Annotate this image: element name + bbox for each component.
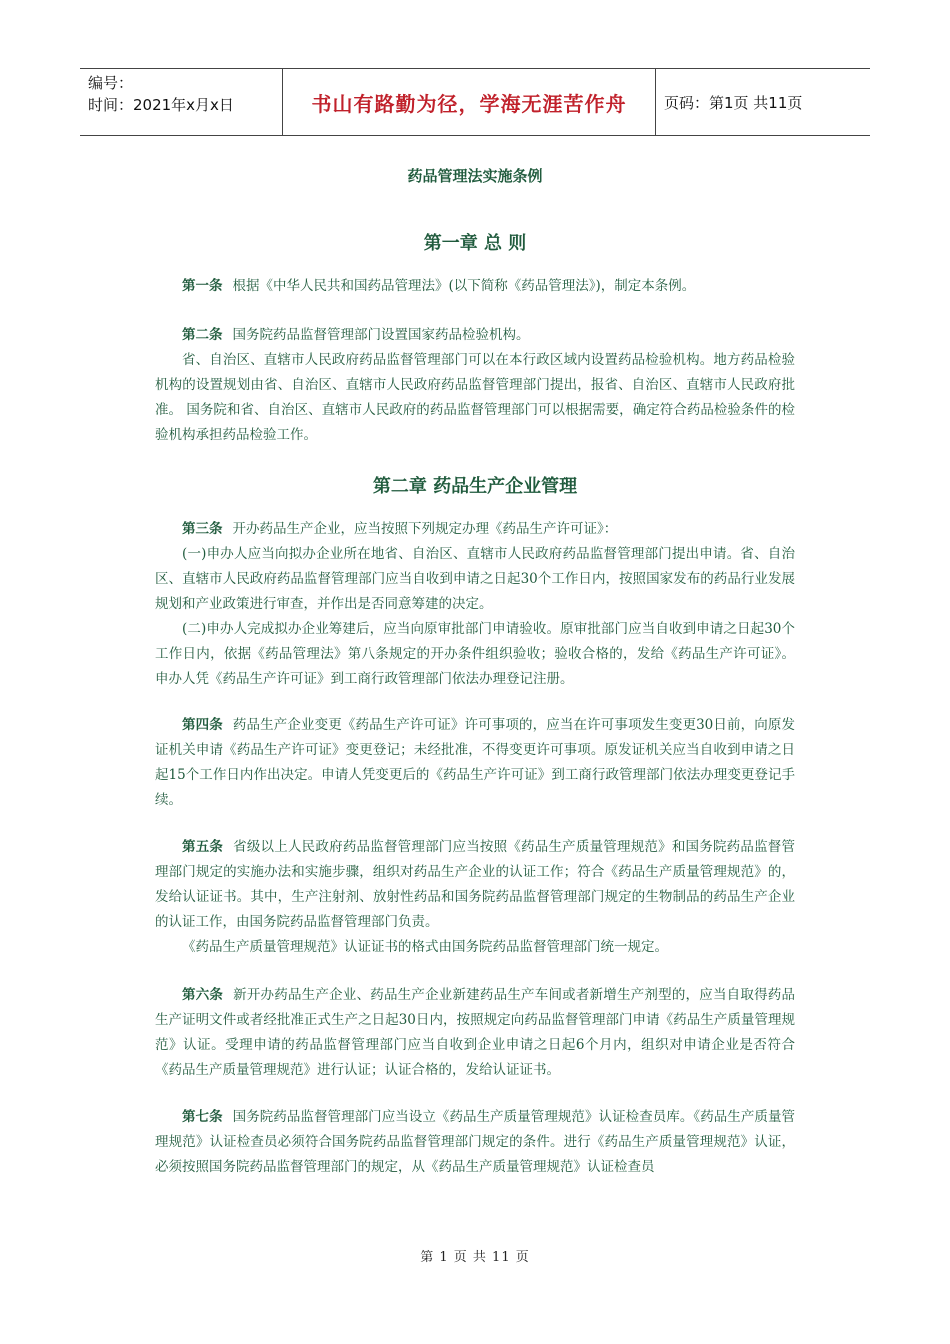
- chapter-1-heading: 第一章 总 则: [423, 233, 527, 254]
- article-3: [155, 517, 795, 692]
- article-number: 第一条: [182, 278, 223, 294]
- article-1: [155, 274, 795, 299]
- article-7: [155, 1105, 795, 1180]
- number-label: 编号：: [88, 74, 134, 92]
- article-text: 省级以上人民政府药品监督管理部门应当按照《药品生产质量管理规范》和国务院药品监督管理部门规定的实施办法和实施步骤，组织对药品生产企业的认证工作；符合《药品生产质量管理规范》的，发给认证证书。其中，生产注射剂、放射性药品和国务院药品监督管理部门规定的生物制品的药品生产企业的认证工作，由国务院药品监督管理部门负责。: [155, 839, 796, 930]
- article-text: 新开办药品生产企业、药品生产企业新建药品生产车间或者新增生产剂型的，应当自取得药品生产证明文件或者经批准正式生产之日起30日内，按照规定向药品监督管理部门申请《药品生产质量管理规范》认证。受理申请的药品监督管理部门应当自收到企业申请之日起6个月内，组织对申请企业是否符合《药品生产质量管理规范》进行认证；认证合格的，发给认证证书。: [155, 987, 796, 1078]
- article-number: 第七条: [182, 1109, 223, 1125]
- article-number: 第五条: [182, 839, 224, 855]
- article-5: [155, 835, 795, 960]
- header-motto: 书山有路勤为径，学海无涯苦作舟: [282, 69, 656, 135]
- article-text: 国务院药品监督管理部门应当设立《药品生产质量管理规范》认证检查员库。《药品生产质量管理规范》认证检查员必须符合国务院药品监督管理部门规定的条件。进行《药品生产质量管理规范》认证，必须按照国务院药品监督管理部门的规定，从《药品生产质量管理规范》认证检查员: [155, 1109, 796, 1175]
- page-header: [80, 68, 870, 136]
- article-number: 第二条: [182, 327, 223, 343]
- article-text: 根据《中华人民共和国药品管理法》(以下简称《药品管理法》)，制定本条例。: [232, 278, 696, 294]
- article-paragraph: 省、自治区、直辖市人民政府药品监督管理部门可以在本行政区域内设置药品检验机构。地方药品检验机构的设置规划由省、自治区、直辖市人民政府药品监督管理部门提出，报省、自治区、直辖市人民政府批准。 国务院和省、自治区、直辖市人民政府的药品监督管理部门可以根据需要，确定符合药品检验条件的检验机构承担药品检验工作。: [155, 352, 795, 443]
- article-number: 第四条: [182, 717, 223, 733]
- article-2: [155, 323, 795, 448]
- article-text: 开办药品生产企业，应当按照下列规定办理《药品生产许可证》：: [232, 521, 618, 537]
- page-footer: 第 1 页 共 11 页: [420, 1250, 530, 1265]
- document-title: 药品管理法实施条例: [407, 167, 543, 185]
- article-text: 药品生产企业变更《药品生产许可证》许可事项的，应当在许可事项发生变更30日前，向原发证机关申请《药品生产许可证》变更登记；未经批准，不得变更许可事项。原发证机关应当自收到申请之日起15个工作日内作出决定。申请人凭变更后的《药品生产许可证》到工商行政管理部门依法办理变更登记手续。: [155, 717, 795, 808]
- article-text: 国务院药品监督管理部门设置国家药品检验机构。: [232, 327, 530, 343]
- header-page-label: 页码：第1页 共11页: [664, 93, 803, 112]
- chapter-2-heading: 第二章 药品生产企业管理: [372, 476, 578, 497]
- date-label: 时间：2021年x月x日: [88, 96, 234, 114]
- article-number: 第三条: [182, 521, 223, 537]
- header-meta: [80, 69, 282, 135]
- article-4: [155, 713, 795, 813]
- article-paragraph: (一)申办人应当向拟办企业所在地省、自治区、直辖市人民政府药品监督管理部门提出申请。省、自治区、直辖市人民政府药品监督管理部门应当自收到申请之日起30个工作日内，按照国家发布的药品行业发展规划和产业政策进行审查，并作出是否同意筹建的决定。: [155, 546, 795, 612]
- article-paragraph: (二)申办人完成拟办企业筹建后，应当向原审批部门申请验收。原审批部门应当自收到申请之日起30个工作日内，依据《药品管理法》第八条规定的开办条件组织验收；验收合格的，发给《药品生产许可证》。申办人凭《药品生产许可证》到工商行政管理部门依法办理登记注册。: [155, 621, 795, 687]
- article-paragraph: 《药品生产质量管理规范》认证证书的格式由国务院药品监督管理部门统一规定。: [182, 939, 668, 955]
- article-number: 第六条: [182, 987, 224, 1003]
- article-6: [155, 983, 795, 1083]
